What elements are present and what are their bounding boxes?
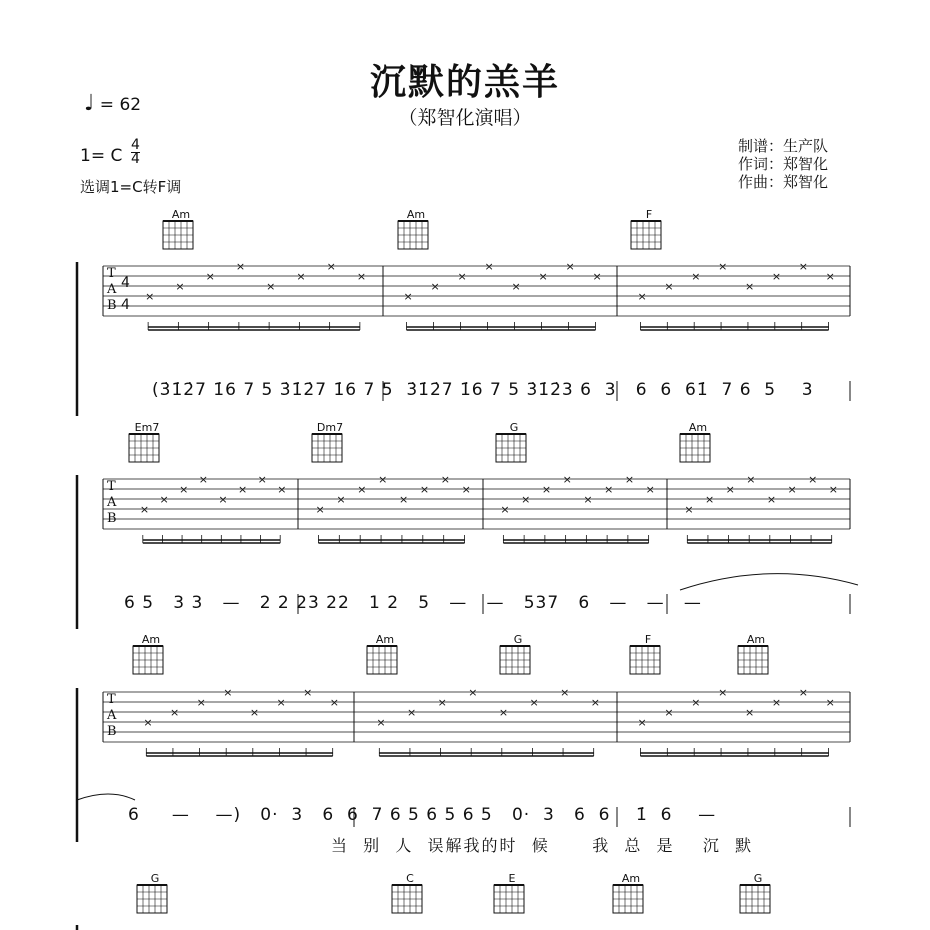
chord-label: Dm7 — [316, 421, 344, 434]
tab-fret-mark: × — [744, 280, 755, 293]
tab-fret-mark: × — [266, 280, 276, 293]
jianpu-line: 6 — —) 0· 3 6 6 7 6 5 6 5 6 5 0· 3 6 6 1̇ 6 — — [128, 805, 717, 825]
tab-fret-mark: × — [175, 280, 185, 293]
tab-fret-mark: × — [538, 270, 548, 283]
time-signature-bottom: 4 — [131, 151, 140, 167]
chord-label: G — [753, 872, 763, 885]
tab-fret-mark: × — [828, 483, 838, 496]
tab-fret-mark: × — [398, 493, 409, 506]
tab-fret-mark: × — [691, 696, 701, 709]
tab-fret-mark: × — [562, 473, 572, 486]
tab-fret-mark: × — [406, 706, 417, 719]
tab-fret-mark: × — [645, 483, 655, 496]
tab-fret-mark: × — [637, 716, 647, 729]
chord-label: G — [513, 633, 523, 646]
tab-fret-mark: × — [560, 686, 570, 699]
tab-fret-mark: × — [457, 270, 467, 283]
tab-fret-mark: × — [725, 483, 735, 496]
tab-fret-mark: × — [771, 696, 782, 709]
tab-fret-mark: × — [825, 270, 835, 283]
jianpu-line: 6 5 3 3 — 2 2 23 22 1 2 5 — — 537 6 — — — — [124, 593, 702, 613]
tab-fret-mark: × — [468, 686, 478, 699]
tab-fret-mark: × — [511, 280, 521, 293]
tab-fret-mark: × — [159, 493, 169, 506]
tab-fret-mark: × — [521, 493, 531, 506]
tab-fret-mark: × — [825, 696, 835, 709]
tab-fret-mark: × — [378, 473, 388, 486]
tab-fret-mark: × — [624, 473, 635, 486]
tab-fret-mark: × — [498, 706, 509, 719]
chord-label: Am — [141, 633, 161, 646]
chord-label: G — [150, 872, 160, 885]
tab-fret-mark: × — [143, 716, 153, 729]
tab-fret-mark: × — [336, 493, 346, 506]
capo-note: 选调1=C转F调 — [80, 178, 182, 196]
tab-fret-mark: × — [315, 503, 325, 516]
tab-fret-mark: × — [787, 483, 797, 496]
arranger-credit: 制谱：生产队 — [738, 137, 829, 155]
tab-fret-mark: × — [771, 270, 782, 283]
tab-fret-mark: × — [798, 686, 808, 699]
tab-fret-mark: × — [529, 696, 539, 709]
slur-arc — [680, 574, 858, 590]
tab-fret-mark: × — [303, 686, 313, 699]
song-subtitle: （郑智化演唱） — [398, 107, 532, 129]
chord-label: E — [508, 872, 516, 885]
time-signature-top: 4 — [131, 137, 140, 153]
tab-time-bottom: 4 — [121, 297, 130, 313]
tab-fret-mark: × — [592, 270, 602, 283]
slur-arc — [77, 794, 135, 800]
tab-fret-mark: × — [326, 260, 336, 273]
tab-fret-mark: × — [590, 696, 600, 709]
tab-fret-mark: × — [329, 696, 339, 709]
chord-label: Am — [171, 208, 191, 221]
tab-fret-mark: × — [461, 483, 471, 496]
tab-letter: B — [107, 298, 117, 313]
tab-fret-mark: × — [198, 473, 208, 486]
quarter-note-icon: ♩ — [84, 91, 95, 116]
tab-letter: T — [107, 692, 116, 707]
tab-fret-mark: × — [296, 270, 306, 283]
tab-fret-mark: × — [637, 290, 647, 303]
composer-credit: 作曲：郑智化 — [738, 173, 829, 191]
jianpu-line: (3̇1̇2̇7 1̇6 7 5 3̇1̇2̇7 1̇6 7 5 3̇1̇2̇7 1̇6 7 5 3̇1̇2̇3 6 3 6 6 61̇ 7 6 5 3 — [152, 380, 814, 400]
tab-letter: A — [107, 282, 117, 297]
tab-letter: T — [107, 266, 116, 281]
tab-fret-mark: × — [744, 706, 755, 719]
tab-time-signature — [121, 272, 130, 316]
tab-letter: T — [107, 479, 116, 494]
chord-label: Am — [406, 208, 426, 221]
tab-fret-mark: × — [356, 270, 367, 283]
tab-fret-mark: × — [196, 696, 206, 709]
key-signature: 1= C — [80, 146, 123, 166]
tab-clef — [107, 266, 117, 314]
tab-letter: B — [107, 511, 117, 526]
tab-fret-mark: × — [357, 483, 367, 496]
tab-fret-mark: × — [808, 473, 818, 486]
tab-fret-mark: × — [419, 483, 430, 496]
chord-label: Am — [375, 633, 395, 646]
tab-fret-mark: × — [718, 686, 728, 699]
tab-fret-mark: × — [403, 290, 413, 303]
tab-fret-mark: × — [664, 706, 674, 719]
chord-label: Am — [746, 633, 766, 646]
tab-fret-mark: × — [169, 706, 180, 719]
chord-label: Am — [621, 872, 641, 885]
tab-time-top: 4 — [121, 275, 130, 291]
tab-fret-mark: × — [565, 260, 575, 273]
tab-fret-mark: × — [139, 503, 150, 516]
tab-fret-mark: × — [440, 473, 450, 486]
lyricist-credit: 作词：郑智化 — [738, 155, 829, 173]
tab-fret-mark: × — [604, 483, 614, 496]
tab-fret-mark: × — [145, 290, 155, 303]
chord-label: G — [509, 421, 519, 434]
tab-fret-mark: × — [237, 483, 248, 496]
tab-fret-mark: × — [430, 280, 440, 293]
tab-fret-mark: × — [179, 483, 189, 496]
chord-label: C — [406, 872, 414, 885]
tab-fret-mark: × — [541, 483, 552, 496]
tab-letter: A — [107, 708, 117, 723]
chord-label: F — [644, 633, 652, 646]
tab-fret-mark: × — [223, 686, 233, 699]
chord-label: F — [645, 208, 653, 221]
chord-label: Am — [688, 421, 708, 434]
tab-fret-mark: × — [235, 260, 246, 273]
tab-fret-mark: × — [484, 260, 494, 273]
tab-fret-mark: × — [249, 706, 260, 719]
tab-fret-mark: × — [276, 696, 286, 709]
chord-label: Em7 — [134, 421, 160, 434]
lyrics-line: 当 别 人 误解我的时 候 我 总 是 沉 默 — [331, 836, 754, 855]
tab-fret-mark: × — [437, 696, 447, 709]
tab-fret-mark: × — [766, 493, 777, 506]
tab-fret-mark: × — [798, 260, 808, 273]
tab-fret-mark: × — [277, 483, 287, 496]
tab-fret-mark: × — [205, 270, 215, 283]
tab-letter: B — [107, 724, 117, 739]
song-title: 沉默的羔羊 — [369, 62, 560, 103]
tab-fret-mark: × — [691, 270, 701, 283]
tab-fret-mark: × — [218, 493, 228, 506]
tab-letter: A — [107, 495, 117, 510]
tab-fret-mark: × — [257, 473, 267, 486]
tab-clef — [107, 692, 117, 740]
tab-fret-mark: × — [376, 716, 386, 729]
tab-fret-mark: × — [746, 473, 756, 486]
tab-fret-mark: × — [583, 493, 593, 506]
tempo-value: = 62 — [99, 95, 142, 115]
tab-fret-mark: × — [704, 493, 715, 506]
tab-fret-mark: × — [718, 260, 728, 273]
tab-fret-mark: × — [500, 503, 510, 516]
tab-fret-mark: × — [664, 280, 674, 293]
tab-fret-mark: × — [684, 503, 694, 516]
tab-clef — [107, 479, 117, 527]
